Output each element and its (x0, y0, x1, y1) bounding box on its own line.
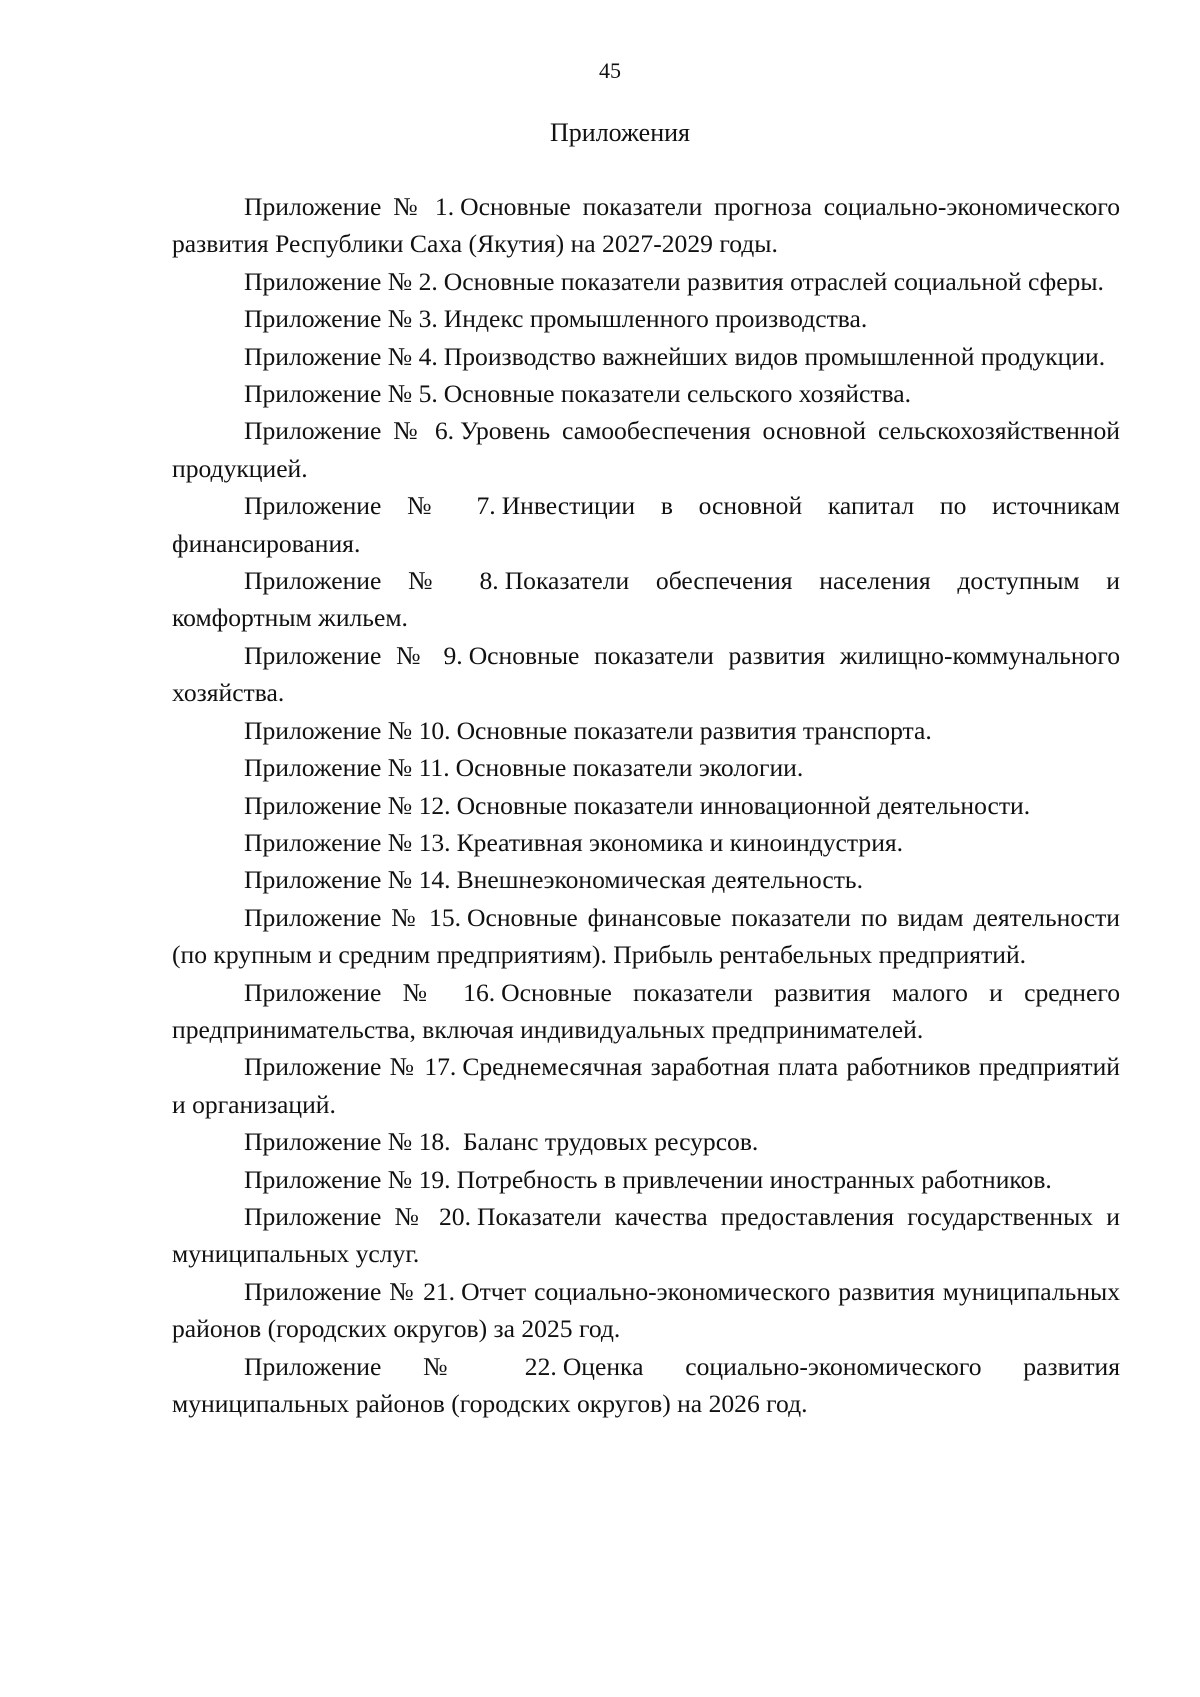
appendix-item (172, 375, 1120, 412)
appendix-item (172, 1348, 1120, 1423)
appendix-text: Среднемесячная заработная плата работников предприятий и организаций. (172, 1052, 1120, 1119)
appendix-label: Приложение № 6. (244, 416, 455, 446)
appendix-label: Приложение № 15. (244, 902, 462, 932)
appendix-item (172, 899, 1120, 974)
appendix-label: Приложение № 12. (244, 790, 451, 820)
appendix-item (172, 637, 1120, 712)
appendix-item (172, 338, 1120, 375)
appendix-label: Приложение № 5. (244, 379, 438, 409)
appendix-text: Баланс трудовых ресурсов. (456, 1127, 759, 1157)
appendix-text: Оценка социально-экономического развития муниципальных районов (городских округов) на 2026 год. (172, 1351, 1120, 1418)
appendix-label: Приложение № 10. (244, 715, 451, 745)
appendix-text: Производство важнейших видов промышленной продукции. (443, 341, 1106, 371)
appendix-text: Инвестиции в основной капитал по источникам финансирования. (172, 491, 1120, 558)
appendix-text: Основные показатели развития транспорта. (456, 715, 932, 745)
appendix-text: Основные показатели инновационной деятельности. (456, 790, 1031, 820)
appendix-label: Приложение № 4. (244, 341, 438, 371)
appendix-item (172, 974, 1120, 1049)
appendix-item (172, 487, 1120, 562)
appendix-item (172, 712, 1120, 749)
appendix-text: Основные показатели сельского хозяйства. (443, 379, 912, 409)
appendix-text: Внешнеэкономическая деятельность. (456, 865, 863, 895)
appendix-label: Приложение № 16. (244, 977, 496, 1007)
appendix-label: Приложение № 14. (244, 865, 451, 895)
appendix-item (172, 1123, 1120, 1160)
appendix-text: Индекс промышленного производства. (443, 304, 868, 334)
appendix-text: Основные показатели развития малого и среднего предпринимательства, включая индивидуальных предпринимателей. (172, 977, 1121, 1044)
appendix-label: Приложение № 20. (244, 1201, 471, 1231)
appendix-item (172, 787, 1120, 824)
appendix-label: Приложение № 9. (244, 640, 463, 670)
appendix-item (172, 1048, 1120, 1123)
appendix-item (172, 300, 1120, 337)
appendix-text: Показатели качества предоставления государственных и муниципальных услуг. (172, 1201, 1120, 1269)
appendix-text: Основные показатели развития отраслей социальной сферы. (443, 266, 1104, 296)
appendix-label: Приложение № 22. (244, 1351, 557, 1381)
appendix-label: Приложение № 8. (244, 566, 499, 596)
appendix-label: Приложение № 11. (244, 753, 450, 783)
appendix-label: Приложение № 21. (244, 1276, 456, 1306)
appendix-text: Основные показатели экологии. (455, 753, 804, 783)
appendix-item (172, 263, 1120, 300)
appendix-text: Отчет социально-экономического развития муниципальных районов (городских округов) за 2025 год. (172, 1276, 1121, 1344)
appendix-item (172, 824, 1120, 861)
appendix-text: Основные показатели развития жилищно-коммунального хозяйства. (172, 640, 1120, 708)
appendix-label: Приложение № 13. (244, 827, 451, 857)
page-number: 45 (599, 58, 621, 83)
appendix-item (172, 412, 1120, 487)
appendix-text: Креативная экономика и киноиндустрия. (456, 827, 904, 857)
appendix-label: Приложение № 19. (244, 1164, 451, 1194)
appendix-text: Основные показатели прогноза социально-экономического развития Республики Саха (Якутия) на 2027-2029 годы. (172, 192, 1120, 259)
appendix-item (172, 188, 1120, 263)
appendix-label: Приложение № 18. (244, 1127, 451, 1157)
appendix-item (172, 749, 1120, 786)
appendix-item (172, 1198, 1120, 1273)
appendix-list (172, 188, 1120, 1422)
appendix-item (172, 562, 1120, 637)
appendix-text: Показатели обеспечения населения доступным и комфортным жильем. (172, 566, 1120, 633)
appendix-label: Приложение № 1. (244, 192, 455, 221)
section-title: Приложения (550, 118, 690, 147)
appendix-item (172, 1161, 1120, 1198)
appendix-text: Уровень самообеспечения основной сельскохозяйственной продукцией. (172, 416, 1120, 483)
appendix-item (172, 1273, 1120, 1348)
appendix-label: Приложение № 7. (244, 491, 496, 521)
appendix-label: Приложение № 2. (244, 266, 438, 296)
appendix-text: Основные финансовые показатели по видам деятельности (по крупным и средним предприятиям). Прибыль рентабельных предприятий. (172, 902, 1120, 970)
appendix-text: Потребность в привлечении иностранных работников. (456, 1164, 1052, 1194)
appendix-item (172, 861, 1120, 898)
appendix-label: Приложение № 3. (244, 304, 438, 334)
appendix-label: Приложение № 17. (244, 1052, 457, 1082)
